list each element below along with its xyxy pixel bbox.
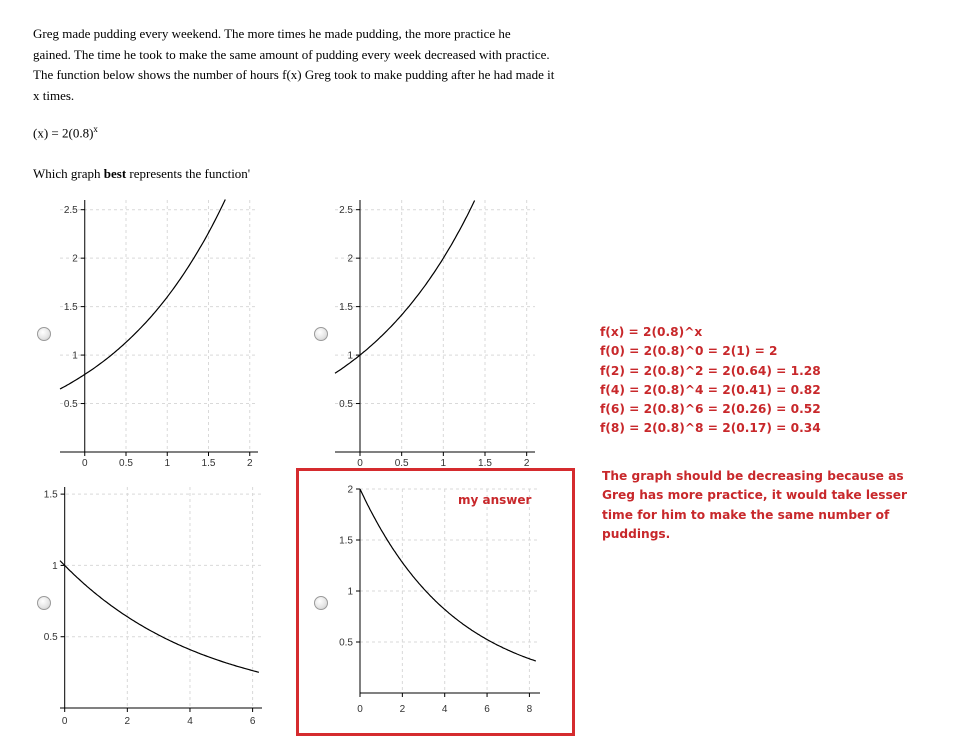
calculation-work [600, 323, 821, 439]
y-tick-label: 1.5 [63, 302, 78, 314]
y-tick-label: 1 [347, 586, 353, 598]
y-tick-label: 1.5 [43, 489, 58, 501]
x-tick-label: 0 [357, 458, 363, 469]
y-tick-label: 2 [72, 253, 78, 265]
answer-highlight-box [296, 468, 575, 736]
prompt-prefix: Which graph [33, 166, 104, 181]
option-b-graph [335, 200, 535, 469]
y-tick-label: 1.5 [339, 302, 353, 314]
x-tick-label: 0 [61, 716, 68, 727]
x-tick-label: 4 [441, 704, 448, 715]
work-line: f(x) = 2(0.8)^x [600, 325, 703, 339]
prompt-bold: best [103, 166, 127, 181]
x-tick-label: 2 [246, 458, 253, 469]
work-line: f(8) = 2(0.8)^8 = 2(0.17) = 0.34 [600, 421, 821, 436]
x-tick-label: 0.5 [394, 458, 409, 469]
formula-base: (x) = 2(0.8) [33, 125, 94, 141]
x-tick-label: 0 [357, 704, 363, 715]
x-tick-label: 1.5 [478, 458, 492, 469]
question-line: gained. The time he took to make the same amount of pudding every week decreased with practice. [33, 46, 550, 62]
x-tick-label: 0 [81, 458, 88, 469]
function-curve [60, 561, 259, 673]
x-tick-label: 8 [526, 704, 533, 715]
option-a-graph [60, 200, 258, 470]
work-line: f(2) = 2(0.8)^2 = 2(0.64) = 1.28 [600, 363, 821, 378]
y-tick-label: 0.5 [339, 637, 353, 649]
x-tick-label: 1.5 [201, 458, 216, 469]
work-line: f(4) = 2(0.8)^4 = 2(0.41) = 0.82 [600, 382, 821, 397]
work-line: f(0) = 2(0.8)^0 = 2(1) = 2 [600, 344, 778, 359]
prompt-suffix: represents the function' [126, 166, 251, 181]
x-tick-label: 6 [484, 704, 490, 715]
work-line: f(6) = 2(0.8)^6 = 2(0.26) = 0.52 [600, 402, 821, 417]
y-tick-label: 0.5 [339, 399, 353, 411]
y-tick-label: 2 [347, 484, 353, 496]
formula-exponent: x [93, 124, 98, 134]
x-tick-label: 2 [523, 458, 530, 469]
question-line: x times. [33, 87, 75, 103]
x-tick-label: 6 [249, 716, 256, 727]
question-line: Greg made pudding every weekend. The more times he made pudding, the more practice he [33, 26, 511, 41]
x-tick-label: 1 [164, 458, 171, 469]
x-tick-label: 2 [399, 704, 406, 715]
x-tick-label: 0.5 [119, 458, 133, 469]
y-tick-label: 2.5 [63, 205, 78, 217]
y-tick-label: 2.5 [339, 205, 353, 217]
y-tick-label: 1 [72, 350, 78, 362]
explanation-text: The graph should be decreasing because as Greg has more practice, it would take lesser time for him to make the same number of puddings. [602, 469, 908, 541]
y-tick-label: 1.5 [339, 535, 353, 547]
y-tick-label: 1 [347, 350, 353, 362]
x-tick-label: 1 [440, 458, 447, 469]
question-line: The function below shows the number of hours f(x) Greg took to make pudding after he had made it [33, 67, 555, 82]
y-tick-label: 0.5 [63, 399, 78, 411]
y-tick-label: 0.5 [43, 632, 58, 644]
my-answer-label: my answer [458, 493, 532, 507]
x-tick-label: 4 [187, 716, 193, 727]
x-tick-label: 2 [124, 716, 131, 727]
y-tick-label: 1 [52, 560, 58, 572]
function-curve [335, 201, 475, 374]
option-c-graph [44, 487, 262, 727]
y-tick-label: 2 [347, 253, 353, 265]
